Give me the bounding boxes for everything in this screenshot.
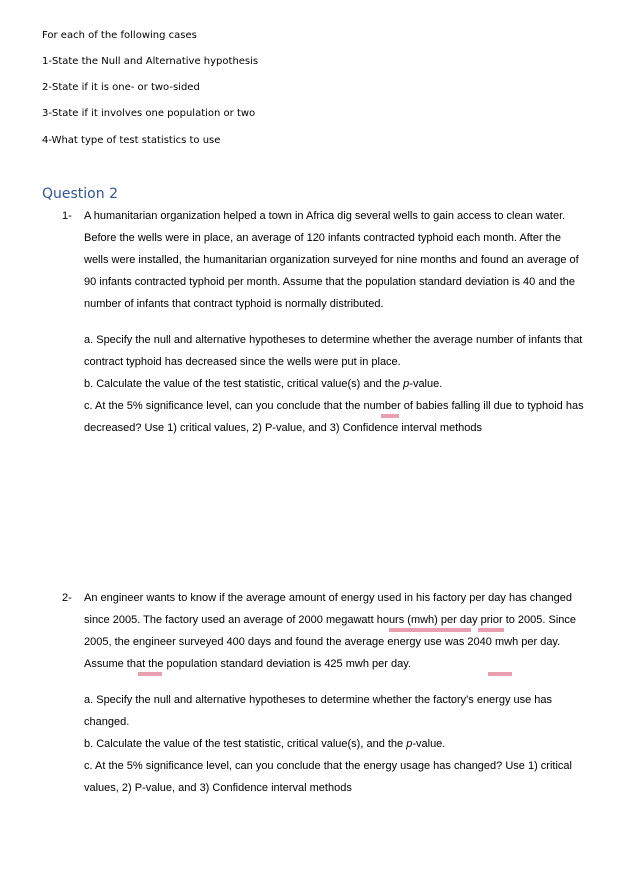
spellcheck-mark <box>138 672 162 676</box>
intro-line-1: For each of the following cases <box>42 30 197 41</box>
item-2-number: 2- <box>62 592 72 604</box>
item-1-part-c: c. At the 5% significance level, can you conclude that the number of babies falling ill due to typhoid has decreased? Use 1) critical values, 2) P-value, and 3) Confidence interval methods <box>84 400 584 434</box>
item-2-part-c: c. At the 5% significance level, can you conclude that the energy usage has changed? Use 1) critical values, 2) P-value, and 3) Confidence interval methods <box>84 760 572 794</box>
item-1-part-b <box>84 373 584 395</box>
item-2 <box>84 587 584 799</box>
item-2-part-b-text: b. Calculate the value of the test statistic, critical value(s), and the <box>84 738 407 750</box>
question-title: Question 2 <box>42 186 118 202</box>
item-1-part-b-p: p <box>403 378 410 390</box>
item-2-part-b-suffix: -value. <box>412 738 446 750</box>
spellcheck-mark <box>488 672 512 676</box>
spellcheck-mark <box>381 414 399 418</box>
spellcheck-mark <box>478 628 504 632</box>
item-1-part-b-suffix: -value. <box>409 378 443 390</box>
item-2-body: An engineer wants to know if the average amount of energy used in his factory per day has changed since 2005. The factory used an average of 2000 megawatt hours (mwh) per day prior to 2005. Since 2005, the engineer surveyed 400 days and found the average energy use was 2040 mwh per day. Assume that the population standard deviation is 425 mwh per day. <box>84 592 577 670</box>
item-1-part-a: a. Specify the null and alternative hypotheses to determine whether the average number of infants that contract typhoid has decreased since the wells were put in place. <box>84 334 583 368</box>
item-1-number: 1- <box>62 210 72 222</box>
intro-line-4: 3-State if it involves one population or two <box>42 108 256 119</box>
spellcheck-mark <box>389 628 471 632</box>
item-1-part-b-text: b. Calculate the value of the test statistic, critical value(s) and the <box>84 378 404 390</box>
intro-line-2: 1-State the Null and Alternative hypothesis <box>42 56 259 67</box>
item-2-part-a: a. Specify the null and alternative hypotheses to determine whether the factory's energy use has changed. <box>84 694 553 728</box>
item-1 <box>84 205 584 439</box>
item-2-part-b-p: p <box>406 738 413 750</box>
intro-line-3: 2-State if it is one- or two-sided <box>42 82 200 93</box>
item-1-body: A humanitarian organization helped a town in Africa dig several wells to gain access to clean water. Before the wells were in place, an average of 120 infants contracted typhoid each month. After the wells were installed, the humanitarian organization surveyed for nine months and found an average of 90 infants contracted typhoid per month. Assume that the population standard deviation is 40 and the number of infants that contract typhoid is normally distributed. <box>84 210 579 310</box>
intro-line-5: 4-What type of test statistics to use <box>42 135 221 146</box>
item-2-part-b <box>84 733 584 755</box>
